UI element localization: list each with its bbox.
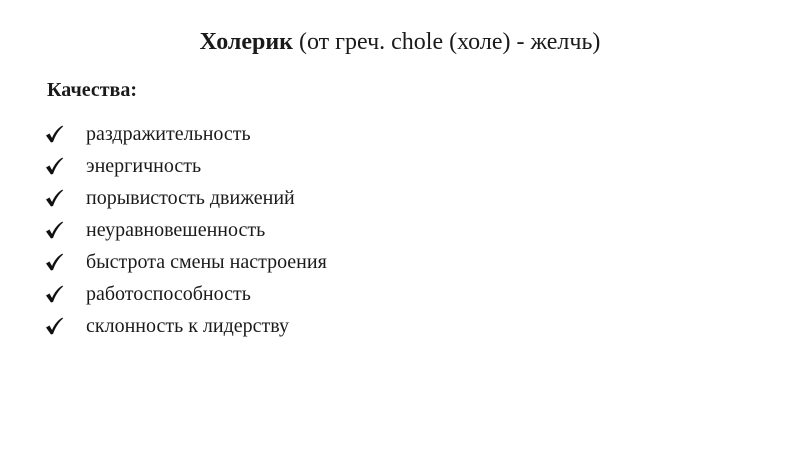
checkmark-icon bbox=[44, 124, 64, 144]
section-heading: Качества: bbox=[47, 79, 137, 101]
title-term: Холерик bbox=[199, 29, 293, 55]
list-item-label: склонность к лидерству bbox=[86, 315, 290, 337]
list-item bbox=[44, 182, 327, 214]
list-item bbox=[44, 278, 327, 310]
checkmark-icon bbox=[44, 188, 64, 208]
list-item-label: энергичность bbox=[86, 155, 202, 177]
list-item-label: быстрота смены настроения bbox=[86, 251, 327, 273]
title-etymology: (от греч. chole (холе) - желчь) bbox=[293, 29, 601, 55]
list-item-label: раздражительность bbox=[86, 123, 251, 145]
list-item-label: неуравновешенность bbox=[86, 219, 266, 241]
list-item bbox=[44, 214, 327, 246]
checkmark-icon bbox=[44, 220, 64, 240]
list-item-label: работоспособность bbox=[86, 283, 251, 305]
list-item bbox=[44, 150, 327, 182]
list-item-label: порывистость движений bbox=[86, 187, 295, 209]
checkmark-icon bbox=[44, 156, 64, 176]
qualities-list bbox=[44, 118, 327, 342]
checkmark-icon bbox=[44, 316, 64, 336]
list-item bbox=[44, 246, 327, 278]
page-title bbox=[0, 27, 800, 57]
checkmark-icon bbox=[44, 284, 64, 304]
checkmark-icon bbox=[44, 252, 64, 272]
list-item bbox=[44, 310, 327, 342]
list-item bbox=[44, 118, 327, 150]
